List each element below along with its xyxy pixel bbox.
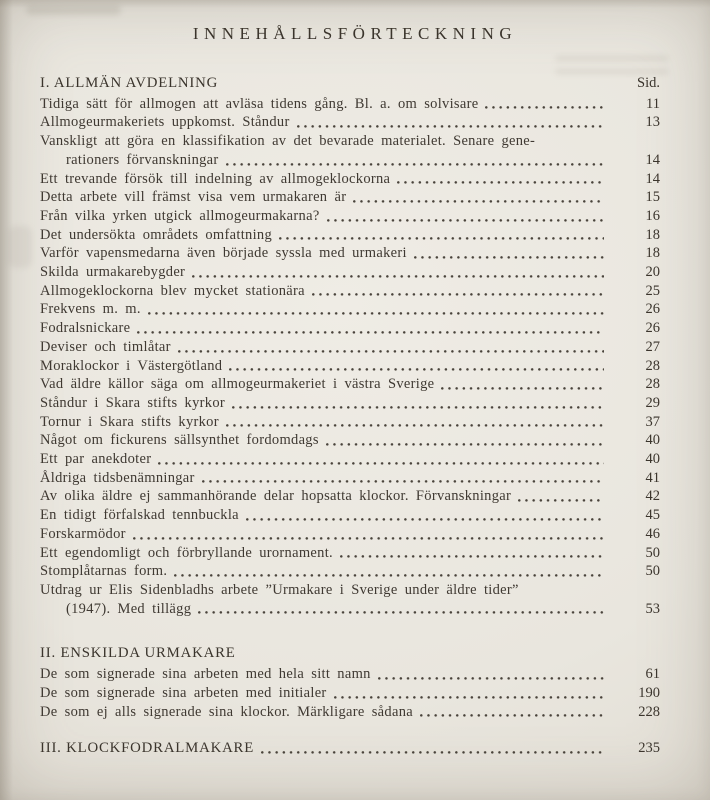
toc-entry-text: (1947). Med tillägg — [66, 600, 192, 617]
toc-entry-text: Allmogeurmakeriets uppkomst. Ståndur — [40, 114, 290, 131]
dot-leader — [229, 368, 604, 371]
dot-leader — [226, 163, 604, 166]
dot-leader — [397, 181, 604, 184]
toc-entry-text: rationers förvanskningar — [66, 151, 219, 168]
toc-entry — [40, 95, 660, 114]
showthrough-ghost-text — [556, 48, 668, 74]
section-heading-row — [40, 74, 660, 93]
toc-entry-text: Ett par anekdoter — [40, 451, 152, 468]
toc-entry-text: Detta arbete vill främst visa vem urmakaren är — [40, 189, 347, 206]
toc-entry-text: De som ej alls signerade sina klockor. Märkligare sådana — [40, 703, 413, 720]
toc-entry-page-number: 40 — [645, 451, 660, 468]
toc-entry-text: En tidigt förfalskad tennbuckla — [40, 507, 239, 524]
dot-leader — [133, 537, 604, 540]
toc-entry-page-number: 18 — [645, 226, 660, 243]
toc-entry-text: Vad äldre källor säga om allmogeurmakeriet i västra Sverige — [40, 376, 435, 393]
dot-leader — [137, 331, 604, 334]
toc-entry-page-number: 13 — [645, 114, 660, 131]
toc-entry — [40, 300, 660, 319]
dot-leader — [327, 219, 604, 222]
toc-entry-text: Skilda urmakarebygder — [40, 264, 186, 281]
toc-section — [40, 739, 660, 758]
toc-entry-text: Från vilka yrken utgick allmogeurmakarna? — [40, 207, 320, 224]
page-left-edge-shadow — [0, 0, 13, 800]
toc-entry-text: Ett egendomligt och förbryllande urornament. — [40, 544, 333, 561]
toc-entry — [40, 581, 660, 600]
dot-leader — [334, 696, 604, 699]
toc-entry — [40, 413, 660, 432]
toc-entry-page-number: 27 — [645, 338, 660, 355]
dot-leader — [297, 125, 604, 128]
toc-entry-page-number: 42 — [645, 488, 660, 505]
toc-entry-text: Ett trevande försök till indelning av allmogeklockorna — [40, 170, 391, 187]
toc-entry-text: Frekvens m. m. — [40, 301, 141, 318]
toc-entry — [40, 375, 660, 394]
toc-entry-page-number: 50 — [645, 563, 660, 580]
toc-entry-page-number: 190 — [638, 684, 660, 701]
toc-entry-page-number: 15 — [645, 189, 660, 206]
toc-entry-text: De som signerade sina arbeten med initialer — [40, 684, 327, 701]
toc-entry — [40, 684, 660, 703]
dot-leader — [378, 677, 604, 680]
section-entries — [40, 665, 660, 721]
dot-leader — [246, 518, 604, 521]
toc-entry — [40, 487, 660, 506]
toc-entry-text: Tornur i Skara stifts kyrkor — [40, 413, 219, 430]
toc-entry-page-number: 29 — [645, 394, 660, 411]
toc-entry-page-number: 45 — [645, 507, 660, 524]
section-heading-row — [40, 739, 660, 758]
toc-entry — [40, 665, 660, 684]
toc-entry-page-number: 61 — [645, 666, 660, 683]
toc-entry — [40, 600, 660, 619]
toc-entry-text: Fodralsnickare — [40, 320, 131, 337]
dot-leader — [192, 275, 604, 278]
toc-entry — [40, 469, 660, 488]
section-heading: I. ALLMÄN AVDELNING — [40, 75, 219, 91]
toc-entry-page-number: 37 — [645, 413, 660, 430]
toc-entry-page-number: 26 — [645, 320, 660, 337]
toc-entry-text: Vanskligt att göra en klassifikation av det bevarade materialet. Senare gene- — [40, 133, 536, 150]
toc-entry-page-number: 26 — [645, 301, 660, 318]
dot-leader — [340, 555, 604, 558]
toc-entry — [40, 562, 660, 581]
toc-entry-text: Moraklockor i Västergötland — [40, 357, 223, 374]
toc-entry — [40, 525, 660, 544]
toc-entry-text: Utdrag ur Elis Sidenbladhs arbete ”Urmakare i Sverige under äldre tider” — [40, 581, 519, 598]
toc-entry-page-number: 14 — [645, 170, 660, 187]
section-heading: II. ENSKILDA URMAKARE — [40, 645, 236, 662]
toc-entry-text: De som signerade sina arbeten med hela sitt namn — [40, 666, 371, 683]
toc-entry-text: Allmogeklockorna blev mycket stationära — [40, 282, 305, 299]
toc-entry-page-number: 16 — [645, 207, 660, 224]
toc-entry — [40, 207, 660, 226]
dot-leader — [414, 256, 604, 259]
toc-entry-text: Ståndur i Skara stifts kyrkor — [40, 394, 226, 411]
dot-leader — [232, 406, 604, 409]
table-of-contents — [40, 74, 660, 758]
dot-leader — [202, 480, 604, 483]
dot-leader — [485, 106, 604, 109]
toc-entry — [40, 170, 660, 189]
toc-entry-page-number: 11 — [646, 95, 660, 112]
toc-entry-page-number: 46 — [645, 525, 660, 542]
dot-leader — [518, 499, 604, 502]
toc-entry-page-number: 14 — [645, 151, 660, 168]
toc-entry — [40, 132, 660, 151]
section-heading-row — [40, 644, 660, 663]
toc-entry-text: Av olika äldre ej sammanhörande delar hopsatta klockor. Förvanskningar — [40, 488, 512, 505]
toc-entry-page-number: 40 — [645, 432, 660, 449]
toc-entry — [40, 357, 660, 376]
toc-entry — [40, 244, 660, 263]
section-heading: III. KLOCKFODRALMAKARE — [40, 740, 255, 757]
toc-entry — [40, 226, 660, 245]
toc-entry — [40, 450, 660, 469]
dot-leader — [158, 462, 604, 465]
section-page-or-sid-label: 235 — [638, 740, 660, 757]
toc-entry — [40, 263, 660, 282]
toc-entry-page-number: 28 — [645, 357, 660, 374]
page-title: INNEHÅLLSFÖRTECKNING — [192, 24, 518, 43]
dot-leader — [198, 611, 604, 614]
toc-entry-page-number: 50 — [645, 544, 660, 561]
dot-leader — [326, 443, 604, 446]
section-page-or-sid-label: Sid. — [637, 75, 660, 91]
toc-section — [40, 74, 660, 618]
dot-leader — [353, 200, 604, 203]
toc-entry — [40, 113, 660, 132]
toc-entry-text: Varför vapensmedarna även började syssla med urmakeri — [40, 245, 407, 262]
dot-leader — [226, 424, 604, 427]
toc-entry-page-number: 53 — [645, 600, 660, 617]
toc-entry-page-number: 25 — [645, 282, 660, 299]
toc-entry — [40, 188, 660, 207]
toc-entry — [40, 338, 660, 357]
toc-entry-page-number: 28 — [645, 376, 660, 393]
section-entries — [40, 95, 660, 619]
toc-entry — [40, 319, 660, 338]
print-smudge — [8, 226, 32, 268]
toc-entry — [40, 431, 660, 450]
toc-entry — [40, 151, 660, 170]
toc-entry-text: Åldriga tidsbenämningar — [40, 469, 195, 486]
toc-entry-text: Tidiga sätt för allmogen att avläsa tidens gång. Bl. a. om solvisare — [40, 95, 479, 112]
toc-entry-page-number: 20 — [645, 264, 660, 281]
toc-section — [40, 644, 660, 721]
toc-entry-page-number: 228 — [638, 703, 660, 720]
toc-entry-text: Deviser och timlåtar — [40, 338, 171, 355]
toc-entry-text: Stomplåtarnas form. — [40, 563, 168, 580]
toc-entry-page-number: 41 — [645, 469, 660, 486]
toc-entry — [40, 544, 660, 563]
dot-leader — [174, 574, 604, 577]
toc-entry — [40, 394, 660, 413]
toc-entry — [40, 506, 660, 525]
toc-entry-page-number: 18 — [645, 245, 660, 262]
dot-leader — [148, 312, 604, 315]
toc-entry — [40, 703, 660, 722]
toc-entry-text: Något om fickurens sällsynthet fordomdags — [40, 432, 319, 449]
dot-leader — [441, 387, 604, 390]
dot-leader — [261, 751, 604, 754]
toc-entry-text: Det undersökta områdets omfattning — [40, 226, 273, 243]
dot-leader — [420, 714, 604, 717]
dot-leader — [279, 237, 604, 240]
dot-leader — [312, 293, 604, 296]
toc-entry — [40, 282, 660, 301]
dot-leader — [178, 350, 604, 353]
toc-entry-text: Forskarmödor — [40, 525, 126, 542]
